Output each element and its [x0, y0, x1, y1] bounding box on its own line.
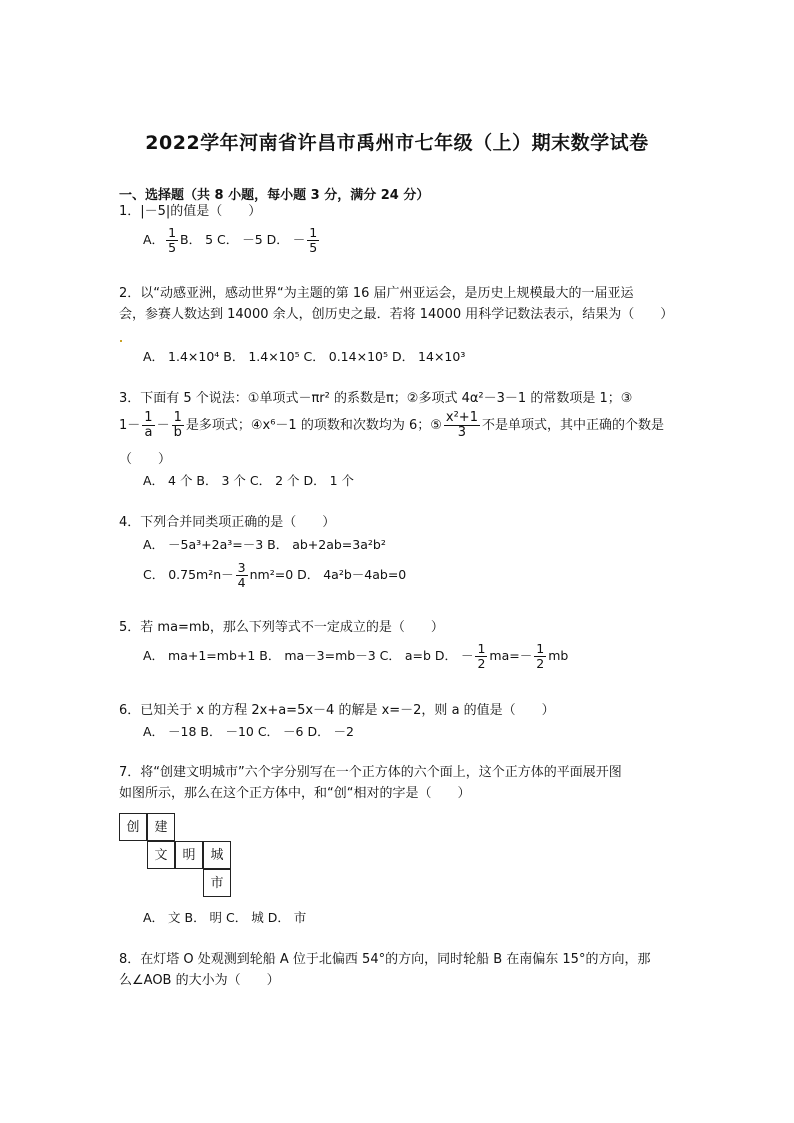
q1-opt-bcd: B． 5 C． －5 D． － — [180, 232, 306, 247]
q5-opts-end: mb — [548, 648, 569, 663]
question-3-line2 — [119, 411, 664, 440]
q3-text-a: 1－ — [119, 418, 141, 433]
q3-text-c: 是多项式；④x⁶－1 的项数和次数均为 6；⑤ — [185, 418, 442, 433]
q4-frac-num: 3 — [237, 560, 246, 575]
net-cell-jian: 建 — [147, 813, 175, 841]
q4-frac-den: 4 — [237, 575, 246, 590]
q1-frac-d-num: 1 — [309, 225, 318, 240]
question-4-options-ab: A． －5a³+2a³=－3 B． ab+2ab=3a²b² — [143, 537, 386, 552]
question-4-options-cd — [143, 561, 406, 590]
question-5-stem: 5．若 ma=mb，那么下列等式不一定成立的是（ ） — [119, 620, 444, 635]
net-cell-shi: 市 — [203, 869, 231, 897]
question-2-line2: 会，参赛人数达到 14000 余人，创历史之最．若将 14000 用科学记数法表示，结果为（ ） — [119, 307, 674, 322]
question-7-line1: 7．将“创建文明城市”六个字分别写在一个正方体的六个面上，这个正方体的平面展开图 — [119, 765, 622, 780]
q3-f1-den: a — [144, 425, 153, 440]
q1-opt-a-label: A． — [143, 232, 165, 247]
q4-opt-c-rest: nm²=0 D． 4a²b－4ab=0 — [249, 567, 407, 582]
question-4-stem: 4．下列合并同类项正确的是（ ） — [119, 515, 336, 530]
q5-opts-text: A． ma+1=mb+1 B． ma－3=mb－3 C． a=b D． － — [143, 648, 474, 663]
question-2-options: A． 1.4×10⁴ B． 1.4×10⁵ C． 0.14×10⁵ D． 14×10³ — [143, 349, 466, 364]
question-1-stem: 1．|－5|的值是（ ） — [119, 204, 262, 219]
question-6-stem: 6．已知关于 x 的方程 2x+a=5x－4 的解是 x=－2，则 a 的值是（ ） — [119, 703, 555, 718]
question-1-options — [143, 226, 321, 255]
page-title: 2022学年河南省许昌市禹州市七年级（上）期末数学试卷 — [145, 132, 649, 154]
q1-fraction-d — [307, 226, 319, 255]
q3-f2-den: b — [173, 425, 182, 440]
net-cell-chuang: 创 — [119, 813, 147, 841]
q3-f3-num: x²+1 — [445, 410, 478, 425]
section-heading: 一、选择题（共 8 小题，每小题 3 分，满分 24 分） — [119, 188, 430, 203]
question-3-line1: 3．下面有 5 个说法：①单项式－πr² 的系数是π；②多项式 4α²－3－1 的常数项是 1；③ — [119, 391, 633, 406]
q3-text-d: 不是单项式，其中正确的个数是 — [481, 418, 664, 433]
q1-fraction-a — [166, 226, 178, 255]
question-3-options: A． 4 个 B． 3 个 C． 2 个 D． 1 个 — [143, 473, 354, 488]
net-cell-ming: 明 — [175, 841, 203, 869]
question-7-options: A． 文 B． 明 C． 城 D． 市 — [143, 910, 307, 925]
question-7-line2: 如图所示，那么在这个正方体中，和“创“相对的字是（ ） — [119, 786, 471, 801]
q3-f3-den: 3 — [457, 425, 467, 440]
net-cell-cheng: 城 — [203, 841, 231, 869]
question-5-options — [143, 642, 568, 671]
q5-opts-mid: ma=－ — [489, 648, 533, 663]
net-cell-wen: 文 — [147, 841, 175, 869]
stray-mark — [120, 340, 122, 342]
question-3-line3: （ ） — [119, 452, 172, 467]
q1-frac-a-den: 5 — [168, 240, 177, 255]
question-6-options: A． －18 B． －10 C． －6 D． －2 — [143, 724, 355, 739]
q1-frac-d-den: 5 — [309, 240, 318, 255]
q3-fraction-3 — [444, 411, 480, 440]
q5-f2-den: 2 — [536, 656, 545, 671]
q3-f1-num: 1 — [144, 410, 153, 425]
q3-fraction-1 — [142, 411, 154, 440]
q4-opt-c-text: C． 0.75m²n－ — [143, 567, 234, 582]
q5-f1-den: 2 — [477, 656, 486, 671]
q5-fraction-2 — [534, 642, 546, 671]
q3-fraction-2 — [172, 411, 184, 440]
q5-fraction-1 — [475, 642, 487, 671]
q4-fraction — [236, 561, 248, 590]
question-8-line1: 8．在灯塔 O 处观测到轮船 A 位于北偏西 54°的方向，同时轮船 B 在南偏东 15°的方向，那 — [119, 952, 651, 967]
question-2-line1: 2．以“动感亚洲，感动世界“为主题的第 16 届广州亚运会，是历史上规模最大的一届亚运 — [119, 286, 634, 301]
q3-f2-num: 1 — [173, 410, 182, 425]
q5-f1-num: 1 — [477, 641, 486, 656]
q1-frac-a-num: 1 — [168, 225, 177, 240]
question-8-line2: 么∠AOB 的大小为（ ） — [119, 973, 280, 988]
q3-text-b: － — [156, 418, 170, 433]
q5-f2-num: 1 — [536, 641, 545, 656]
